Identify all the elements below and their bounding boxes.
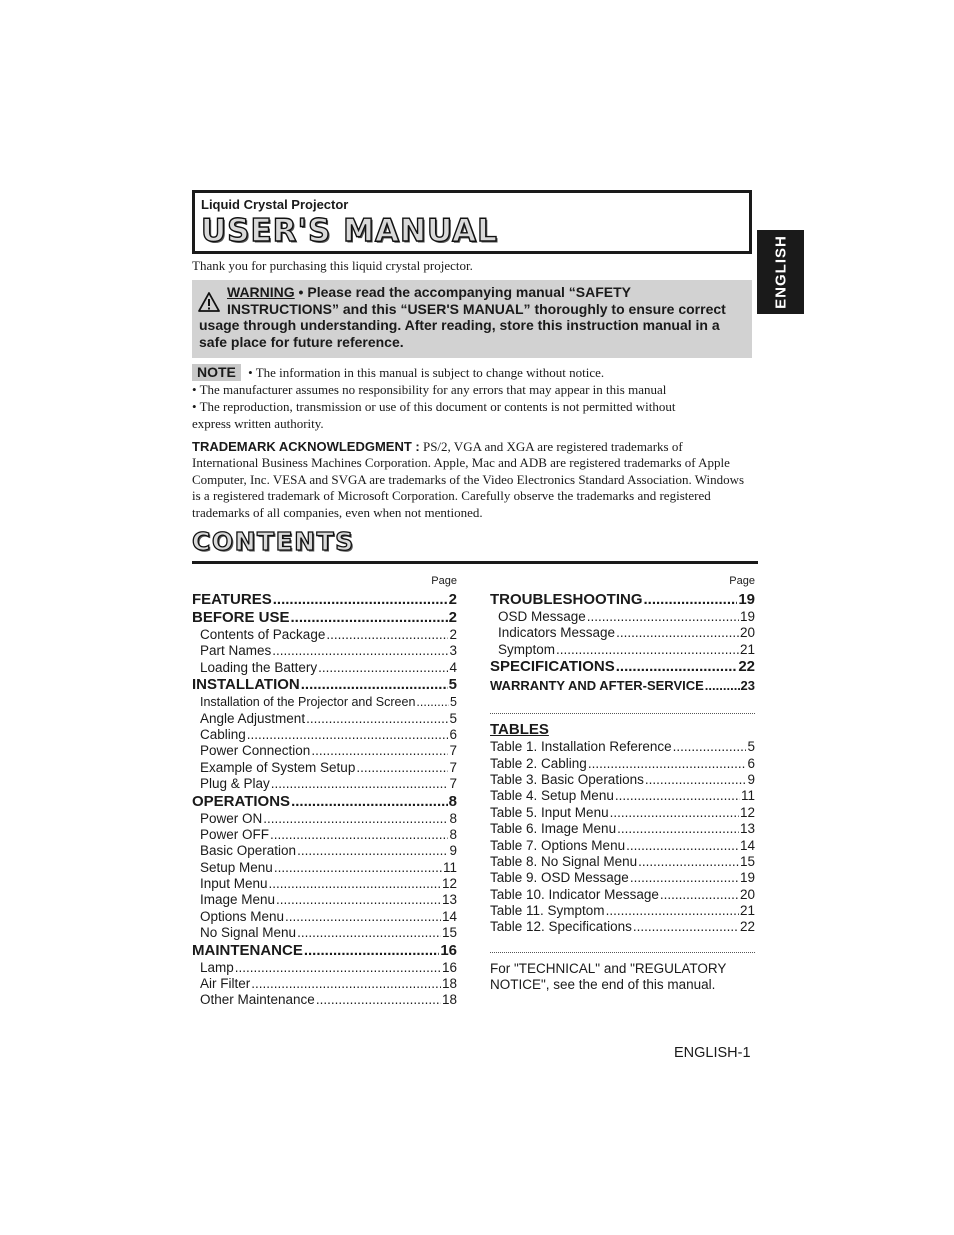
toc-entry-title: Table 7. Options Menu <box>490 837 626 853</box>
technical-notice <box>490 961 755 994</box>
toc-entry-title: Indicators Message <box>498 625 616 641</box>
dot-leader <box>673 739 747 755</box>
dot-leader <box>311 743 448 759</box>
toc-entry <box>192 727 457 743</box>
toc-entry-title: Part Names <box>200 643 272 659</box>
toc-entry-page: 5 <box>450 695 457 710</box>
toc-entry <box>192 660 457 676</box>
language-tab-label: ENGLISH <box>772 235 789 309</box>
toc-entry-title: Table 11. Symptom <box>490 903 605 919</box>
dot-leader <box>251 976 441 992</box>
toc-entry <box>192 743 457 759</box>
toc-entry-page: 14 <box>441 908 457 924</box>
dot-leader <box>270 827 448 843</box>
table-list-entry <box>490 903 755 919</box>
toc-entry-title: OSD Message <box>498 609 586 624</box>
toc-entry-page: 8 <box>448 792 457 810</box>
toc-entry <box>192 793 457 811</box>
toc-entry-title: Input Menu <box>200 876 268 892</box>
toc-entry-title: Loading the Battery <box>200 659 318 675</box>
toc-entry <box>490 642 755 658</box>
toc-entry-title: Cabling <box>200 726 246 742</box>
toc-entry-page: 21 <box>739 641 755 657</box>
toc-entry-title: Basic Operation <box>200 843 297 859</box>
toc-entry-page: 15 <box>441 925 457 941</box>
toc-entry-title: Air Filter <box>200 976 251 992</box>
toc-entry-page: 13 <box>739 821 755 837</box>
page-column-label: Page <box>431 575 457 587</box>
toc-entry-page: 22 <box>739 919 755 935</box>
toc-entry-title: Other Maintenance <box>200 992 315 1008</box>
dot-leader <box>356 760 448 776</box>
toc-entry <box>192 992 457 1008</box>
toc-entry <box>192 711 457 727</box>
toc-entry-page: 11 <box>442 859 457 875</box>
warning-box <box>192 280 752 358</box>
toc-entry-title: Power Connection <box>200 743 311 759</box>
toc-entry <box>490 625 755 641</box>
manual-subtitle: Liquid Crystal Projector <box>201 197 349 212</box>
trademark-text: PS/2, VGA and XGA are registered trademarks of International Business Machines Corporation. Apple, Mac and ADB are registered trademarks of Apple Computer, Inc. VESA and SVGA are trademarks of the Video Electronics Standard Association. Windows is a registered trademark of Microsoft Corporation. Carefully observe the trademarks and registered trademarks of all companies, even when not mentioned. <box>192 439 745 520</box>
toc-entry-page: 20 <box>739 886 755 902</box>
toc-entry-title: MAINTENANCE <box>192 941 303 959</box>
table-list-entry <box>490 772 755 788</box>
toc-entry-title: Table 8. No Signal Menu <box>490 853 638 869</box>
dot-leader <box>633 919 739 935</box>
toc-entry-page: 2 <box>449 627 457 642</box>
dot-leader <box>626 838 739 854</box>
warning-line-4: safe place for future reference. <box>199 333 404 350</box>
toc-left-list <box>192 591 457 1009</box>
tables-list <box>490 739 755 936</box>
toc-entry-page: 9 <box>747 771 755 787</box>
dot-leader <box>274 860 442 876</box>
toc-entry <box>192 925 457 941</box>
note-line-1: • The information in this manual is subject to change without notice. <box>244 365 605 380</box>
toc-entry-title: Table 1. Installation Reference <box>490 739 672 755</box>
toc-entry-page: 12 <box>739 804 755 820</box>
toc-entry <box>490 591 755 609</box>
toc-entry-title: SPECIFICATIONS <box>490 658 615 676</box>
table-list-entry <box>490 756 755 772</box>
note-label: NOTE <box>192 364 241 381</box>
note-block <box>192 364 752 432</box>
table-list-entry <box>490 919 755 935</box>
toc-entry-title: WARRANTY AND AFTER-SERVICE <box>490 678 704 694</box>
page-number: ENGLISH-1 <box>674 1045 751 1061</box>
toc-entry-page: 19 <box>738 591 755 608</box>
note-line-3: • The reproduction, transmission or use of this document or contents is not permitted without <box>192 399 676 414</box>
dot-leader <box>660 887 739 903</box>
dot-leader <box>276 892 441 908</box>
toc-entry-title: Plug & Play <box>200 776 270 792</box>
toc-entry-page: 13 <box>441 892 457 908</box>
toc-entry-title: FEATURES <box>192 591 272 608</box>
dot-leader <box>556 642 739 658</box>
intro-thanks: Thank you for purchasing this liquid crystal projector. <box>192 258 473 273</box>
toc-entry-page: 19 <box>739 609 755 624</box>
toc-entry <box>192 609 457 627</box>
tables-heading: TABLES <box>490 721 549 739</box>
dot-leader <box>272 643 448 659</box>
dot-leader <box>326 627 448 643</box>
page-column-label: Page <box>729 575 755 587</box>
dot-leader <box>606 903 739 919</box>
toc-entry-page: 2 <box>448 591 457 608</box>
toc-entry-page: 20 <box>739 625 755 641</box>
toc-entry-title: Table 12. Specifications <box>490 919 632 935</box>
dot-leader <box>630 870 739 886</box>
table-list-entry <box>490 739 755 755</box>
warning-text <box>199 284 729 350</box>
toc-entry <box>490 609 755 625</box>
toc-entry <box>192 591 457 609</box>
toc-entry <box>192 627 457 643</box>
toc-entry-title: BEFORE USE <box>192 609 290 626</box>
dot-leader <box>318 660 448 676</box>
toc-entry <box>192 892 457 908</box>
toc-entry <box>490 676 755 696</box>
toc-entry-page: 5 <box>448 676 457 694</box>
toc-entry <box>192 760 457 776</box>
technical-notice-line-1: For "TECHNICAL" and "REGULATORY <box>490 960 727 976</box>
dot-leader <box>306 711 448 727</box>
dot-leader <box>617 821 739 837</box>
toc-entry-page: 8 <box>449 810 457 826</box>
dot-leader <box>644 591 738 609</box>
note-line-2: • The manufacturer assumes no responsibility for any errors that may appear in this manual <box>192 382 667 397</box>
toc-entry-page: 12 <box>441 876 457 892</box>
toc-entry-page: 23 <box>740 678 755 694</box>
toc-entry-page: 2 <box>448 609 457 626</box>
warning-label: WARNING <box>227 284 295 300</box>
toc-entry-title: Options Menu <box>200 908 285 924</box>
toc-entry-title: INSTALLATION <box>192 676 300 694</box>
toc-left-column <box>192 574 457 1009</box>
dot-leader <box>291 793 448 811</box>
language-tab <box>757 230 804 314</box>
toc-entry-title: Image Menu <box>200 892 276 908</box>
dot-leader <box>235 960 441 976</box>
toc-entry-title: Power ON <box>200 810 263 826</box>
dot-leader <box>705 676 740 696</box>
toc-entry-page: 5 <box>449 710 457 726</box>
dot-leader <box>645 772 747 788</box>
toc-entry-page: 7 <box>449 743 457 759</box>
toc-entry-page: 18 <box>441 976 457 992</box>
toc-entry-page: 6 <box>747 755 755 771</box>
toc-entry <box>192 676 457 694</box>
toc-entry-page: 18 <box>441 992 457 1008</box>
toc-right-column <box>490 574 755 994</box>
toc-entry-page: 19 <box>739 870 755 886</box>
dot-leader <box>587 609 739 625</box>
toc-entry-title: Table 6. Image Menu <box>490 821 617 837</box>
toc-entry-title: Setup Menu <box>200 859 273 875</box>
dot-leader <box>269 876 441 892</box>
toc-entry-title: No Signal Menu <box>200 925 297 941</box>
toc-entry <box>192 811 457 827</box>
dot-leader <box>638 854 739 870</box>
dot-leader <box>291 609 448 627</box>
toc-entry-title: Table 2. Cabling <box>490 755 587 771</box>
toc-entry <box>192 643 457 659</box>
toc-entry <box>192 876 457 892</box>
dot-leader <box>247 727 449 743</box>
toc-entry-title: Symptom <box>498 641 556 657</box>
toc-entry-title: Lamp <box>200 959 234 975</box>
toc-entry <box>192 960 457 976</box>
toc-entry-title: Power OFF <box>200 826 270 842</box>
toc-entry-page: 5 <box>747 739 755 755</box>
toc-entry-page: 22 <box>738 658 755 676</box>
toc-entry-page: 7 <box>449 776 457 792</box>
contents-divider <box>192 561 758 564</box>
toc-entry-title: Contents of Package <box>200 627 326 642</box>
table-list-entry <box>490 805 755 821</box>
toc-entry-title: Table 10. Indicator Message <box>490 886 659 902</box>
toc-entry <box>192 827 457 843</box>
dot-leader <box>304 942 439 960</box>
table-list-entry <box>490 788 755 804</box>
toc-entry-page: 11 <box>740 788 755 804</box>
toc-entry-page: 14 <box>739 837 755 853</box>
toc-entry <box>192 909 457 925</box>
dot-leader <box>285 909 441 925</box>
warning-line-2: INSTRUCTIONS” and this “USER'S MANUAL” thoroughly to ensure correct <box>227 300 726 317</box>
dot-leader <box>616 658 738 676</box>
dot-leader <box>297 843 448 859</box>
toc-entry <box>192 976 457 992</box>
toc-entry-title: Table 9. OSD Message <box>490 870 629 886</box>
dot-leader <box>297 925 441 941</box>
dot-leader <box>316 992 441 1008</box>
dot-leader <box>416 694 449 710</box>
toc-entry-title: Table 5. Input Menu <box>490 804 609 820</box>
dot-leader <box>615 788 740 804</box>
toc-entry-page: 9 <box>449 843 457 859</box>
toc-entry-title: Table 3. Basic Operations <box>490 771 644 787</box>
toc-entry <box>490 658 755 676</box>
table-list-entry <box>490 838 755 854</box>
warning-line-1: • Please read the accompanying manual “SAFETY <box>294 284 632 300</box>
table-list-entry <box>490 870 755 886</box>
toc-entry-page: 16 <box>440 941 457 959</box>
toc-entry-page: 4 <box>449 659 457 675</box>
toc-entry <box>192 776 457 792</box>
trademark-acknowledgment <box>192 439 752 521</box>
toc-entry-title: Example of System Setup <box>200 759 356 775</box>
technical-notice-line-2: NOTICE", see the end of this manual. <box>490 977 716 993</box>
toc-entry-page: 6 <box>449 726 457 742</box>
toc-entry-page: 21 <box>739 903 755 919</box>
toc-entry-page: 7 <box>449 759 457 775</box>
dot-leader <box>610 805 739 821</box>
toc-entry-title: OPERATIONS <box>192 792 291 810</box>
toc-entry <box>192 942 457 960</box>
toc-entry <box>192 860 457 876</box>
dot-leader <box>273 591 448 609</box>
toc-right-list <box>490 591 755 696</box>
toc-entry-page: 8 <box>449 826 457 842</box>
dot-leader <box>616 625 739 641</box>
toc-entry-title: Installation of the Projector and Screen <box>200 695 416 710</box>
dot-leader <box>263 811 448 827</box>
manual-title: USER'S MANUAL <box>201 213 498 249</box>
trademark-label: TRADEMARK ACKNOWLEDGMENT : <box>192 439 420 454</box>
dot-leader <box>301 676 448 694</box>
table-list-entry <box>490 821 755 837</box>
dot-leader <box>588 756 747 772</box>
toc-entry-title: Table 4. Setup Menu <box>490 788 614 804</box>
toc-entry <box>192 694 457 710</box>
toc-entry-page: 15 <box>739 853 755 869</box>
dot-leader <box>271 776 449 792</box>
contents-title: CONTENTS <box>192 527 355 556</box>
toc-entry-title: TROUBLESHOOTING <box>490 591 643 608</box>
warning-line-3: usage through understanding. After reading, store this instruction manual in a <box>199 317 720 333</box>
title-box <box>192 190 752 254</box>
table-list-entry <box>490 887 755 903</box>
toc-entry-title: Angle Adjustment <box>200 710 306 726</box>
toc-entry-page: 16 <box>441 959 457 975</box>
toc-entry <box>192 843 457 859</box>
toc-entry-page: 3 <box>449 643 457 659</box>
table-list-entry <box>490 854 755 870</box>
note-line-4: express written authority. <box>192 416 324 431</box>
